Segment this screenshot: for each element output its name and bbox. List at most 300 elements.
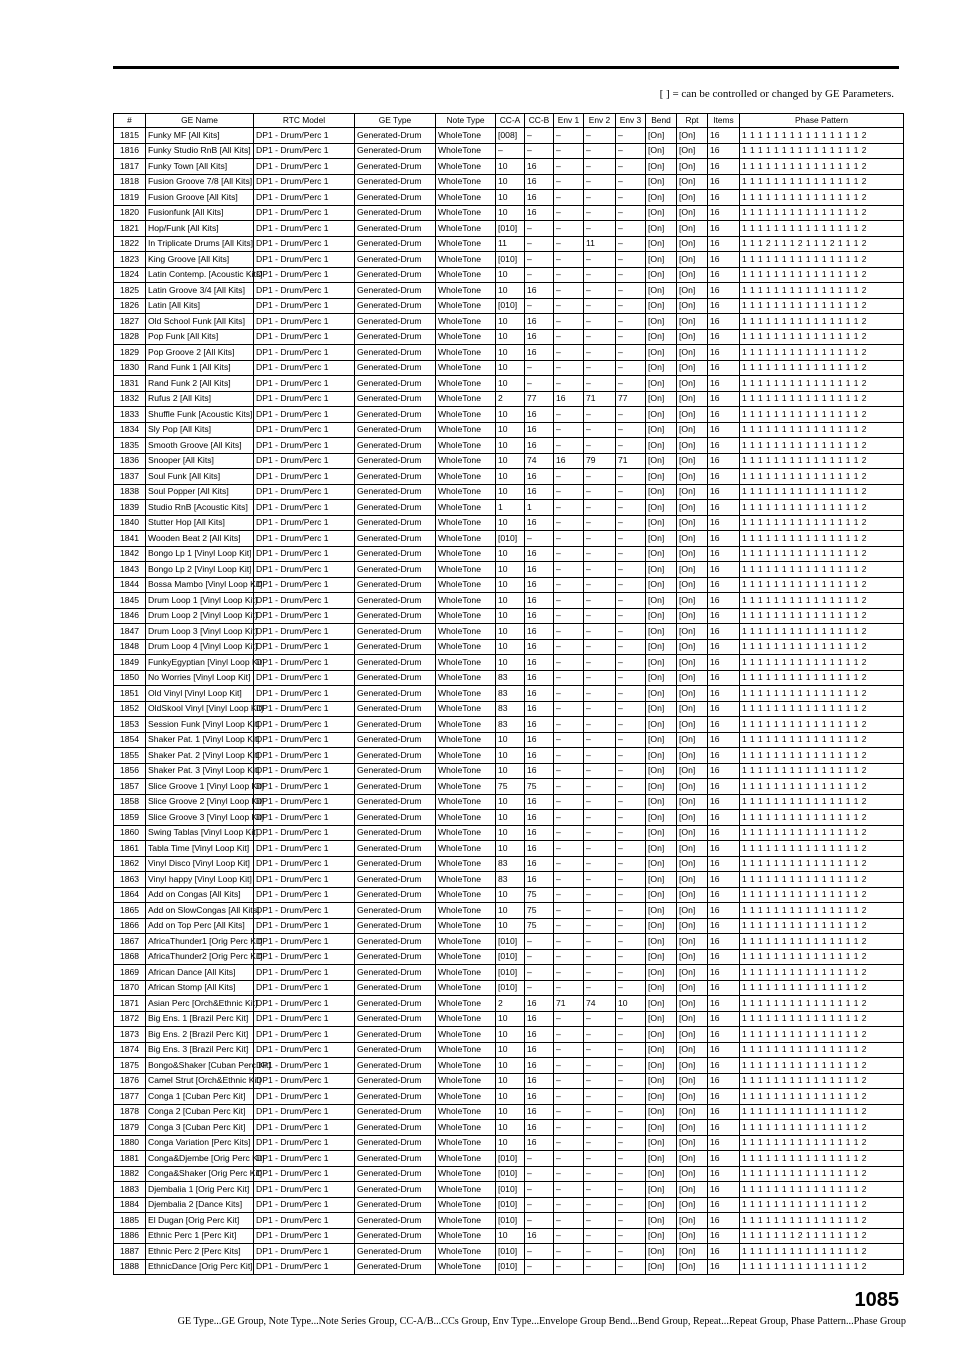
table-cell: Session Funk [Vinyl Loop Kit] <box>146 717 254 733</box>
table-cell: – <box>584 562 616 578</box>
table-cell: 1 1 1 1 1 1 1 1 1 1 1 1 1 1 1 2 <box>740 825 904 841</box>
table-cell: [On] <box>677 1259 708 1275</box>
table-cell: – <box>554 345 584 361</box>
table-cell: – <box>616 1058 646 1074</box>
table-cell: Generated-Drum <box>355 825 436 841</box>
table-cell: 75 <box>525 918 554 934</box>
table-cell: Generated-Drum <box>355 1058 436 1074</box>
table-cell: – <box>616 887 646 903</box>
table-cell: 16 <box>525 624 554 640</box>
table-cell: [On] <box>677 887 708 903</box>
table-cell: – <box>554 639 584 655</box>
table-row <box>114 918 904 934</box>
table-row <box>114 1244 904 1260</box>
column-header: CC-A <box>496 114 525 128</box>
table-cell: Rand Funk 2 [All Kits] <box>146 376 254 392</box>
column-header: GE Type <box>355 114 436 128</box>
table-cell: [On] <box>646 670 677 686</box>
table-cell: Generated-Drum <box>355 329 436 345</box>
table-cell: [On] <box>646 546 677 562</box>
table-cell: Generated-Drum <box>355 283 436 299</box>
table-cell: 1 1 1 1 1 1 1 1 1 1 1 1 1 1 1 2 <box>740 314 904 330</box>
table-cell: Drum Loop 1 [Vinyl Loop Kit] <box>146 593 254 609</box>
table-cell: – <box>554 1166 584 1182</box>
table-cell: Pop Funk [All Kits] <box>146 329 254 345</box>
table-cell: 1863 <box>114 872 146 888</box>
table-cell: – <box>616 1073 646 1089</box>
column-header: Bend <box>646 114 677 128</box>
table-cell: [On] <box>677 469 708 485</box>
table-cell: 11 <box>496 236 525 252</box>
table-cell: Drum Loop 4 [Vinyl Loop Kit] <box>146 639 254 655</box>
table-cell: WholeTone <box>436 1042 496 1058</box>
table-row <box>114 1104 904 1120</box>
table-cell: [On] <box>646 252 677 268</box>
table-cell: – <box>616 763 646 779</box>
table-cell: 16 <box>708 143 740 159</box>
table-cell: [010] <box>496 1244 525 1260</box>
table-cell: – <box>554 763 584 779</box>
table-cell: WholeTone <box>436 639 496 655</box>
table-cell: [On] <box>646 515 677 531</box>
table-cell: DP1 - Drum/Perc 1 <box>254 1182 355 1198</box>
table-cell: 10 <box>496 887 525 903</box>
table-cell: DP1 - Drum/Perc 1 <box>254 903 355 919</box>
table-cell: 1875 <box>114 1058 146 1074</box>
table-cell: 16 <box>708 314 740 330</box>
table-cell: 16 <box>708 391 740 407</box>
table-cell: 1829 <box>114 345 146 361</box>
table-cell: Generated-Drum <box>355 872 436 888</box>
table-cell: 1 1 1 1 1 1 1 2 1 1 1 1 1 1 1 2 <box>740 1228 904 1244</box>
table-cell: Generated-Drum <box>355 407 436 423</box>
table-cell: Generated-Drum <box>355 190 436 206</box>
table-cell: WholeTone <box>436 391 496 407</box>
table-cell: 10 <box>496 577 525 593</box>
table-cell: WholeTone <box>436 159 496 175</box>
table-cell: Ethnic Perc 1 [Perc Kit] <box>146 1228 254 1244</box>
table-cell: 1877 <box>114 1089 146 1105</box>
table-cell: – <box>616 128 646 144</box>
table-cell: – <box>554 562 584 578</box>
table-cell: – <box>584 1089 616 1105</box>
table-cell: 10 <box>496 562 525 578</box>
table-cell: – <box>616 221 646 237</box>
table-cell: 1 1 1 1 1 1 1 1 1 1 1 1 1 1 1 2 <box>740 515 904 531</box>
table-cell: 16 <box>525 1058 554 1074</box>
table-cell: 1855 <box>114 748 146 764</box>
table-cell: 1858 <box>114 794 146 810</box>
table-row <box>114 980 904 996</box>
table-cell: Generated-Drum <box>355 1151 436 1167</box>
table-cell: [On] <box>677 841 708 857</box>
table-cell: – <box>554 701 584 717</box>
table-cell: 10 <box>496 1135 525 1151</box>
table-cell: – <box>554 810 584 826</box>
table-cell: DP1 - Drum/Perc 1 <box>254 252 355 268</box>
table-cell: Generated-Drum <box>355 717 436 733</box>
column-header: # <box>114 114 146 128</box>
table-cell: Generated-Drum <box>355 701 436 717</box>
table-row <box>114 949 904 965</box>
table-cell: 16 <box>708 655 740 671</box>
table-cell: – <box>554 732 584 748</box>
table-cell: 1 1 1 1 1 1 1 1 1 1 1 1 1 1 1 2 <box>740 190 904 206</box>
table-cell: [On] <box>646 779 677 795</box>
table-cell: DP1 - Drum/Perc 1 <box>254 453 355 469</box>
table-cell: – <box>584 593 616 609</box>
table-cell: [On] <box>646 267 677 283</box>
table-cell: – <box>584 686 616 702</box>
table-cell: – <box>616 1135 646 1151</box>
table-cell: WholeTone <box>436 980 496 996</box>
table-row <box>114 252 904 268</box>
table-cell: [On] <box>677 500 708 516</box>
table-cell: [On] <box>677 174 708 190</box>
table-cell: [On] <box>646 949 677 965</box>
table-cell: Generated-Drum <box>355 1011 436 1027</box>
table-cell: 1885 <box>114 1213 146 1229</box>
table-cell: Fusionfunk [All Kits] <box>146 205 254 221</box>
table-cell: 16 <box>708 500 740 516</box>
table-cell: [On] <box>646 314 677 330</box>
table-cell: – <box>616 1089 646 1105</box>
table-cell: DP1 - Drum/Perc 1 <box>254 887 355 903</box>
table-cell: [On] <box>646 128 677 144</box>
table-cell: [On] <box>677 996 708 1012</box>
table-row <box>114 298 904 314</box>
table-cell: – <box>616 577 646 593</box>
table-cell: WholeTone <box>436 407 496 423</box>
table-cell: 10 <box>496 655 525 671</box>
table-cell: 1 <box>525 500 554 516</box>
table-cell: Funky Studio RnB [All Kits] <box>146 143 254 159</box>
table-cell: 1 1 1 1 1 1 1 1 1 1 1 1 1 1 1 2 <box>740 655 904 671</box>
table-cell: – <box>554 1135 584 1151</box>
table-cell: – <box>584 1073 616 1089</box>
table-cell: 1873 <box>114 1027 146 1043</box>
table-row <box>114 856 904 872</box>
table-cell: DP1 - Drum/Perc 1 <box>254 763 355 779</box>
table-cell: 1 1 1 1 1 1 1 1 1 1 1 1 1 1 1 2 <box>740 593 904 609</box>
table-cell: Conga 2 [Cuban Perc Kit] <box>146 1104 254 1120</box>
table-cell: 16 <box>708 1120 740 1136</box>
table-cell: – <box>616 1244 646 1260</box>
table-cell: Generated-Drum <box>355 1213 436 1229</box>
table-cell: WholeTone <box>436 531 496 547</box>
table-cell: WholeTone <box>436 314 496 330</box>
table-row <box>114 903 904 919</box>
table-cell: – <box>584 1104 616 1120</box>
table-cell: – <box>525 1259 554 1275</box>
table-row <box>114 174 904 190</box>
table-cell: 16 <box>525 872 554 888</box>
table-cell: [On] <box>677 577 708 593</box>
table-cell: [On] <box>677 314 708 330</box>
table-row <box>114 329 904 345</box>
table-cell: WholeTone <box>436 345 496 361</box>
table-cell: WholeTone <box>436 949 496 965</box>
table-cell: 1 1 1 1 1 1 1 1 1 1 1 1 1 1 1 2 <box>740 376 904 392</box>
table-cell: Generated-Drum <box>355 298 436 314</box>
table-cell: 16 <box>525 1135 554 1151</box>
table-cell: [On] <box>646 996 677 1012</box>
table-row <box>114 1213 904 1229</box>
table-cell: 16 <box>525 407 554 423</box>
table-cell: – <box>554 515 584 531</box>
footer-legend: GE Type...GE Group, Note Type...Note Series Group, CC-A/B...CCs Group, Env Type...Envelope Group Bend...Bend Group, Repeat...Repeat Group, Phase Pattern...Phase Group <box>177 1316 906 1327</box>
table-cell: 1856 <box>114 763 146 779</box>
table-cell: 1 1 1 1 1 1 1 1 1 1 1 1 1 1 1 2 <box>740 484 904 500</box>
table-cell: 1 1 1 1 1 1 1 1 1 1 1 1 1 1 1 2 <box>740 1151 904 1167</box>
table-cell: Shuffle Funk [Acoustic Kits] <box>146 407 254 423</box>
table-cell: – <box>616 1027 646 1043</box>
table-cell: DP1 - Drum/Perc 1 <box>254 577 355 593</box>
table-cell: – <box>554 934 584 950</box>
table-cell: Snooper [All Kits] <box>146 453 254 469</box>
table-cell: [On] <box>646 577 677 593</box>
table-cell: 1 1 1 1 1 1 1 1 1 1 1 1 1 1 1 2 <box>740 159 904 175</box>
table-cell: 1 1 1 1 1 1 1 1 1 1 1 1 1 1 1 2 <box>740 174 904 190</box>
table-cell: – <box>616 980 646 996</box>
table-cell: – <box>554 1027 584 1043</box>
table-cell: [On] <box>677 267 708 283</box>
table-row <box>114 763 904 779</box>
table-cell: 16 <box>708 608 740 624</box>
table-cell: 16 <box>708 360 740 376</box>
table-cell: – <box>554 484 584 500</box>
column-header: Env 3 <box>616 114 646 128</box>
table-cell: WholeTone <box>436 500 496 516</box>
table-cell: – <box>616 732 646 748</box>
table-cell: – <box>525 360 554 376</box>
table-cell: – <box>554 1228 584 1244</box>
table-cell: – <box>616 593 646 609</box>
table-cell: 10 <box>496 903 525 919</box>
table-cell: [On] <box>646 1104 677 1120</box>
table-cell: 16 <box>708 1089 740 1105</box>
table-cell: 1838 <box>114 484 146 500</box>
table-cell: 16 <box>708 1073 740 1089</box>
table-cell: [010] <box>496 1166 525 1182</box>
table-cell: Pop Groove 2 [All Kits] <box>146 345 254 361</box>
table-cell: [On] <box>646 407 677 423</box>
table-cell: 16 <box>708 779 740 795</box>
table-row <box>114 1011 904 1027</box>
table-cell: – <box>554 1197 584 1213</box>
table-cell: 1 1 1 1 1 1 1 1 1 1 1 1 1 1 1 2 <box>740 918 904 934</box>
table-cell: 83 <box>496 872 525 888</box>
table-cell: African Dance [All Kits] <box>146 965 254 981</box>
table-cell: – <box>616 205 646 221</box>
table-cell: – <box>584 810 616 826</box>
table-cell: – <box>584 500 616 516</box>
table-cell: 1 1 1 1 1 1 1 1 1 1 1 1 1 1 1 2 <box>740 531 904 547</box>
table-cell: Generated-Drum <box>355 949 436 965</box>
table-cell: 16 <box>525 174 554 190</box>
table-cell: [On] <box>646 608 677 624</box>
table-cell: – <box>584 577 616 593</box>
table-cell: 1866 <box>114 918 146 934</box>
table-cell: Slice Groove 1 [Vinyl Loop Kit] <box>146 779 254 795</box>
table-cell: Big Ens. 1 [Brazil Perc Kit] <box>146 1011 254 1027</box>
table-cell: 16 <box>708 639 740 655</box>
table-cell: 71 <box>584 391 616 407</box>
table-cell: [On] <box>677 1011 708 1027</box>
table-cell: – <box>584 608 616 624</box>
table-cell: 1 1 1 1 1 1 1 1 1 1 1 1 1 1 1 2 <box>740 887 904 903</box>
table-cell: [On] <box>677 624 708 640</box>
table-cell: DP1 - Drum/Perc 1 <box>254 1259 355 1275</box>
table-cell: 16 <box>708 236 740 252</box>
table-cell: [On] <box>677 639 708 655</box>
table-cell: Generated-Drum <box>355 221 436 237</box>
table-row <box>114 810 904 826</box>
table-cell: Latin [All Kits] <box>146 298 254 314</box>
table-cell: 1 1 1 1 1 1 1 1 1 1 1 1 1 1 1 2 <box>740 1213 904 1229</box>
table-cell: [On] <box>677 221 708 237</box>
table-cell: – <box>554 531 584 547</box>
table-cell: [On] <box>646 1182 677 1198</box>
table-cell: – <box>616 903 646 919</box>
table-cell: WholeTone <box>436 1135 496 1151</box>
table-cell: – <box>584 1042 616 1058</box>
table-cell: 16 <box>708 686 740 702</box>
table-cell: – <box>554 1259 584 1275</box>
table-cell: DP1 - Drum/Perc 1 <box>254 779 355 795</box>
table-cell: DP1 - Drum/Perc 1 <box>254 701 355 717</box>
table-cell: – <box>584 1213 616 1229</box>
table-cell: – <box>616 515 646 531</box>
table-cell: [010] <box>496 965 525 981</box>
table-cell: Generated-Drum <box>355 1135 436 1151</box>
table-cell: – <box>525 1244 554 1260</box>
table-cell: 2 <box>496 391 525 407</box>
table-cell: Generated-Drum <box>355 438 436 454</box>
table-cell: – <box>525 236 554 252</box>
table-cell: 1 1 1 1 1 1 1 1 1 1 1 1 1 1 1 2 <box>740 1058 904 1074</box>
table-cell: – <box>525 1213 554 1229</box>
table-cell: – <box>554 252 584 268</box>
table-cell: [On] <box>677 1104 708 1120</box>
table-cell: – <box>616 670 646 686</box>
table-cell: – <box>616 1104 646 1120</box>
page-number: 1085 <box>854 1289 899 1311</box>
table-cell: DP1 - Drum/Perc 1 <box>254 655 355 671</box>
table-row <box>114 1073 904 1089</box>
table-cell: – <box>525 221 554 237</box>
table-cell: – <box>525 531 554 547</box>
table-cell: [On] <box>677 670 708 686</box>
table-cell: – <box>616 422 646 438</box>
table-cell: – <box>525 1151 554 1167</box>
table-cell: 1 1 1 1 1 1 1 1 1 1 1 1 1 1 1 2 <box>740 1073 904 1089</box>
table-cell: 16 <box>708 980 740 996</box>
table-cell: 1864 <box>114 887 146 903</box>
table-cell: 1 1 1 1 1 1 1 1 1 1 1 1 1 1 1 2 <box>740 639 904 655</box>
table-cell: WholeTone <box>436 717 496 733</box>
table-row <box>114 484 904 500</box>
table-cell: 71 <box>616 453 646 469</box>
table-cell: Hop/Funk [All Kits] <box>146 221 254 237</box>
table-cell: – <box>554 1244 584 1260</box>
table-cell: – <box>616 159 646 175</box>
table-cell: 16 <box>525 1073 554 1089</box>
table-cell: 1835 <box>114 438 146 454</box>
table-row <box>114 624 904 640</box>
table-cell: Slice Groove 3 [Vinyl Loop Kit] <box>146 810 254 826</box>
table-cell: [On] <box>677 949 708 965</box>
table-cell: Generated-Drum <box>355 1042 436 1058</box>
table-cell: Swing Tablas [Vinyl Loop Kit] <box>146 825 254 841</box>
table-cell: Bossa Mambo [Vinyl Loop Kit] <box>146 577 254 593</box>
table-cell: – <box>616 949 646 965</box>
table-cell: 1 1 1 1 1 1 1 1 1 1 1 1 1 1 1 2 <box>740 763 904 779</box>
table-cell: Generated-Drum <box>355 1166 436 1182</box>
table-cell: 16 <box>708 1042 740 1058</box>
table-cell: 16 <box>708 128 740 144</box>
table-cell: – <box>584 128 616 144</box>
table-cell: 16 <box>708 1182 740 1198</box>
table-cell: – <box>584 345 616 361</box>
table-cell: [On] <box>677 128 708 144</box>
table-row <box>114 391 904 407</box>
table-cell: 1869 <box>114 965 146 981</box>
table-cell: 1871 <box>114 996 146 1012</box>
table-cell: – <box>554 1151 584 1167</box>
table-cell: Generated-Drum <box>355 1228 436 1244</box>
table-cell: – <box>584 252 616 268</box>
table-cell: [On] <box>646 918 677 934</box>
table-cell: 10 <box>496 376 525 392</box>
table-cell: [On] <box>677 717 708 733</box>
table-cell: – <box>616 329 646 345</box>
table-cell: Generated-Drum <box>355 1073 436 1089</box>
table-cell: 1849 <box>114 655 146 671</box>
table-cell: 16 <box>525 1027 554 1043</box>
table-cell: 75 <box>525 887 554 903</box>
table-cell: – <box>554 903 584 919</box>
table-cell: 1883 <box>114 1182 146 1198</box>
table-cell: 79 <box>584 453 616 469</box>
table-cell: Add on Top Perc [All Kits] <box>146 918 254 934</box>
table-cell: 10 <box>496 593 525 609</box>
column-header: Items <box>708 114 740 128</box>
table-cell: – <box>554 1011 584 1027</box>
table-cell: DP1 - Drum/Perc 1 <box>254 329 355 345</box>
table-cell: WholeTone <box>436 469 496 485</box>
table-cell: – <box>554 980 584 996</box>
table-cell: 16 <box>708 469 740 485</box>
table-cell: [On] <box>646 422 677 438</box>
table-cell: 1862 <box>114 856 146 872</box>
table-cell: – <box>616 1182 646 1198</box>
table-cell: 16 <box>708 701 740 717</box>
table-cell: [On] <box>677 655 708 671</box>
table-cell: WholeTone <box>436 1151 496 1167</box>
table-cell: Generated-Drum <box>355 686 436 702</box>
table-cell: – <box>525 1166 554 1182</box>
table-cell: [010] <box>496 1213 525 1229</box>
table-cell: [On] <box>677 190 708 206</box>
table-cell: [010] <box>496 298 525 314</box>
table-cell: Generated-Drum <box>355 143 436 159</box>
table-row <box>114 407 904 423</box>
table-row <box>114 996 904 1012</box>
table-cell: 1857 <box>114 779 146 795</box>
table-cell: 1880 <box>114 1135 146 1151</box>
table-cell: 16 <box>708 965 740 981</box>
